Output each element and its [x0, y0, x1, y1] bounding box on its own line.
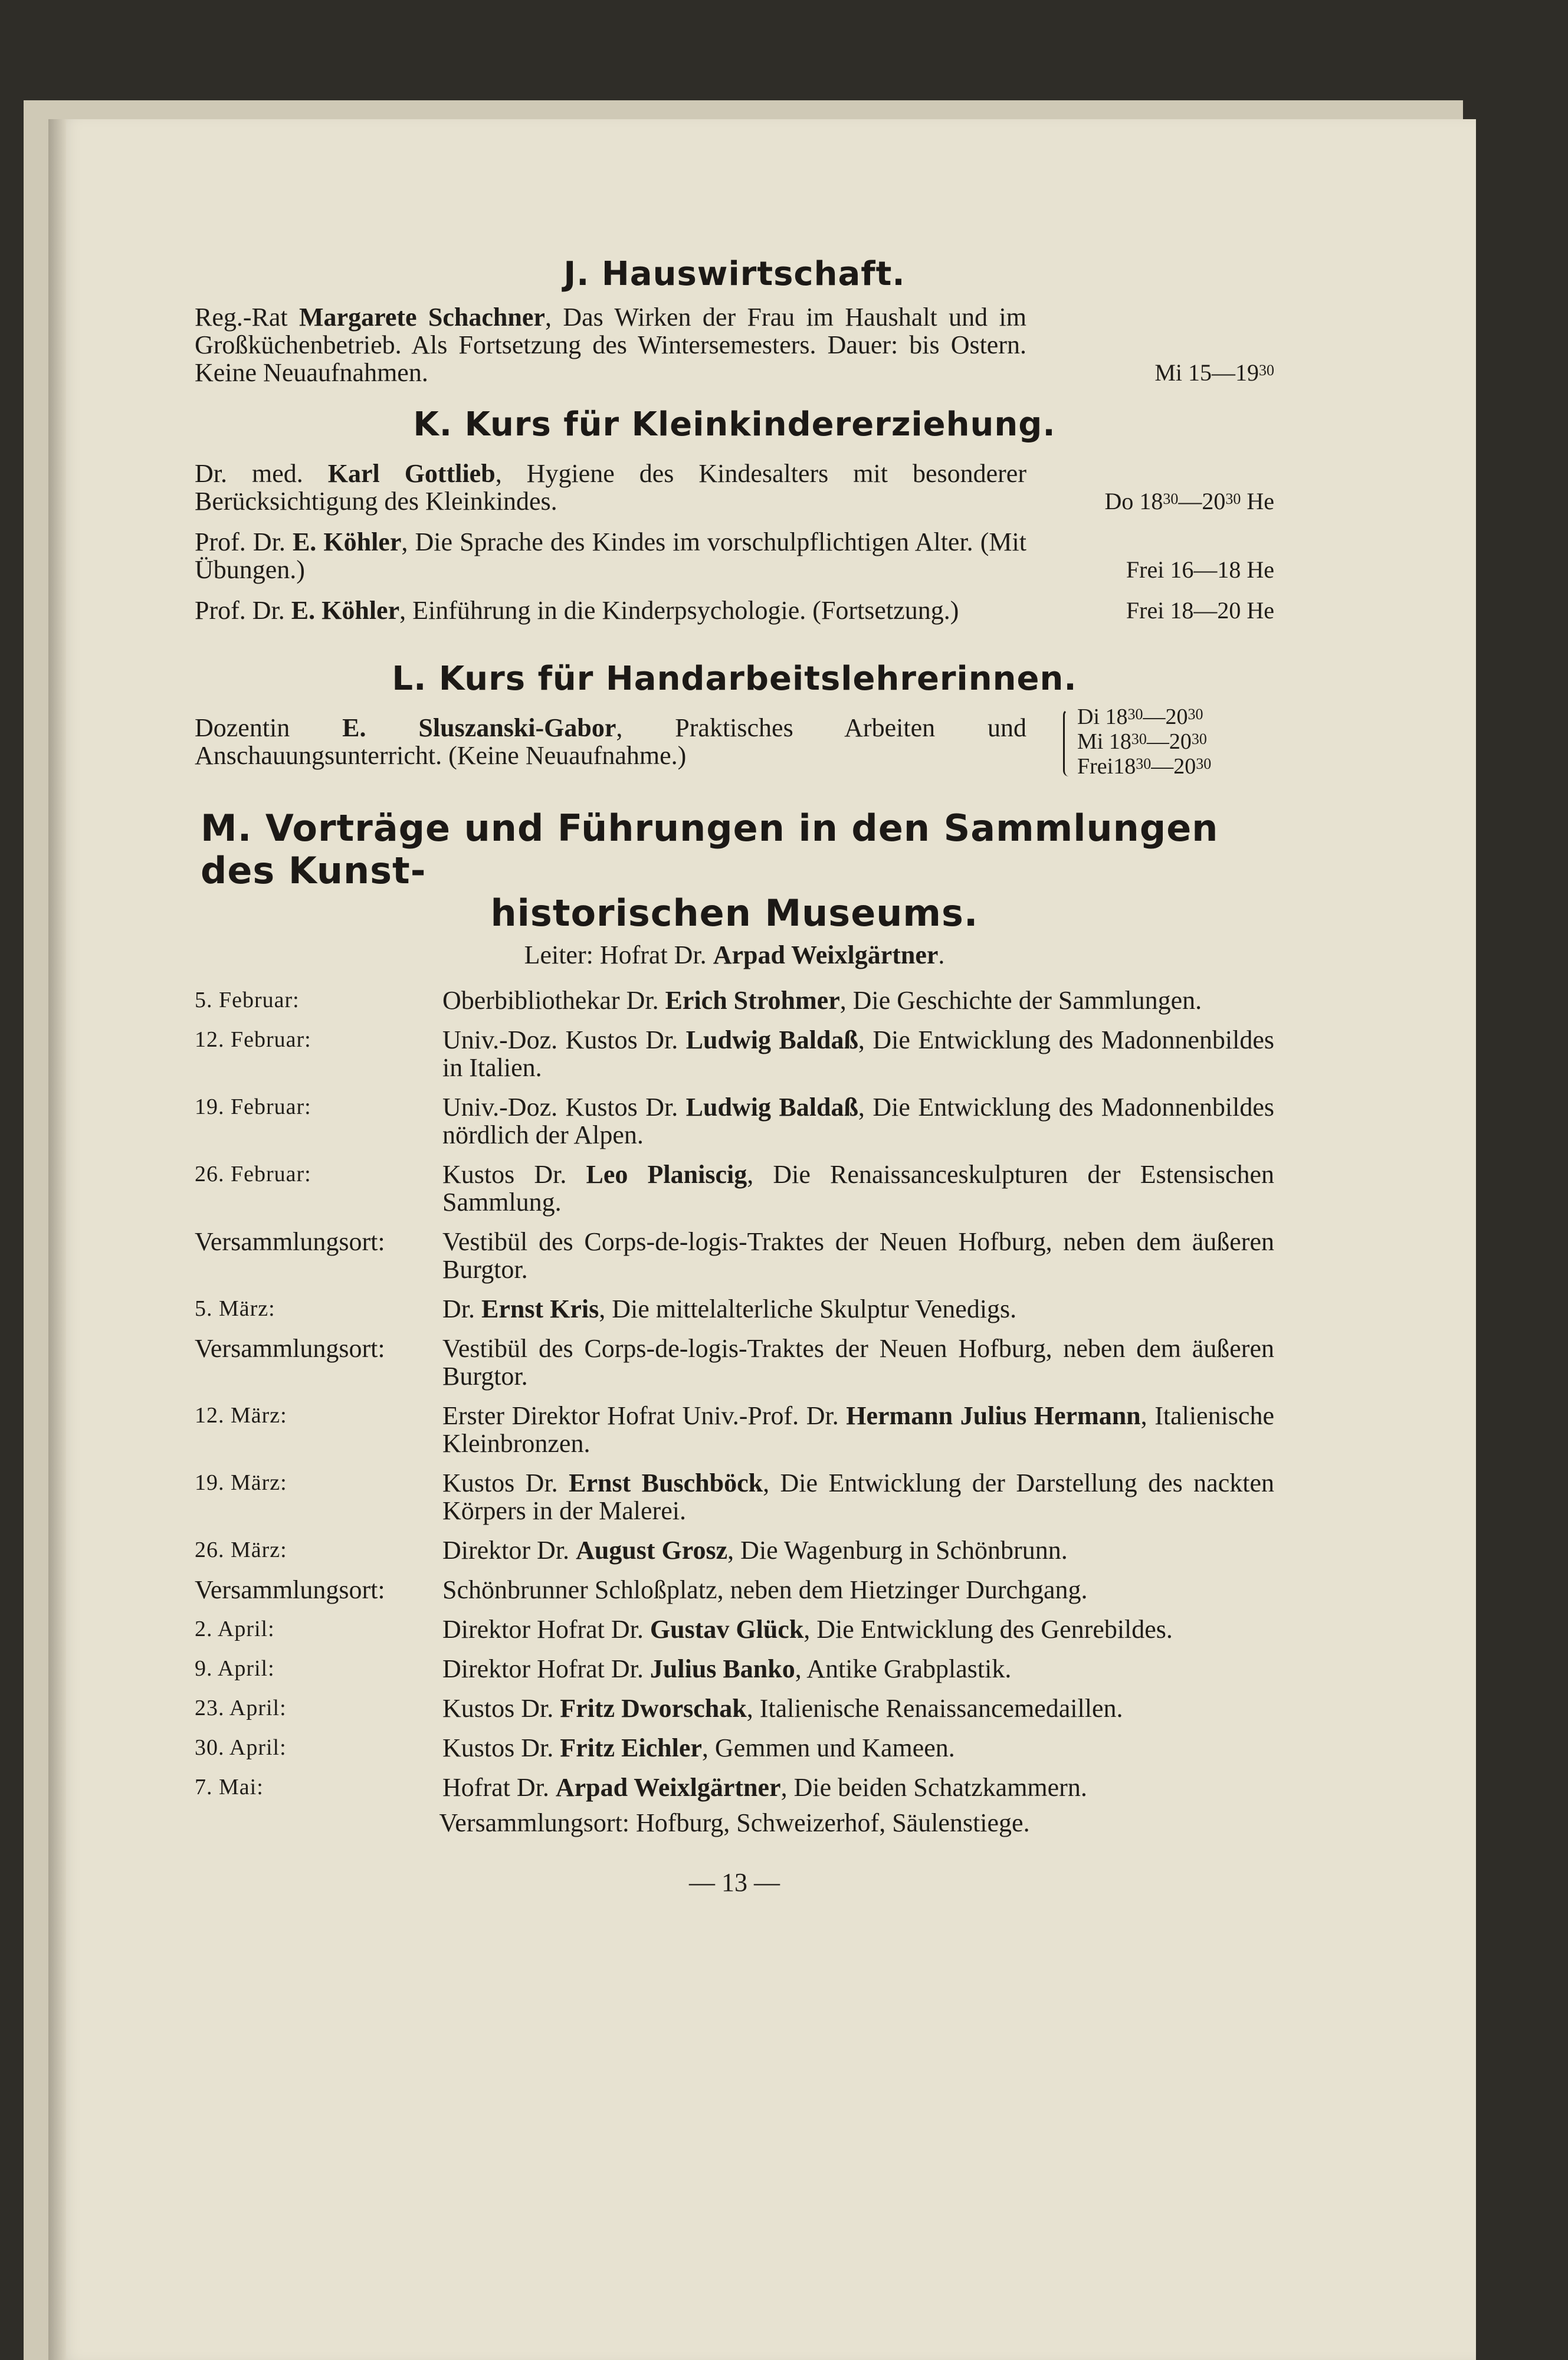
- course-entry: [195, 460, 1274, 515]
- section-m-heading: M. Vorträge und Führungen in den Sammlungen des Kunst-: [201, 807, 1219, 892]
- lecture-row: [195, 1734, 1274, 1762]
- final-location: Versammlungsort: Hofburg, Schweizerhof, Säulenstiege.: [439, 1808, 1030, 1837]
- lecture-row: [195, 1161, 1274, 1216]
- lecture-description: Direktor Dr. August Grosz, Die Wagenburg in Schönbrunn.: [442, 1536, 1068, 1565]
- lecturer-name: Fritz Eichler: [560, 1733, 702, 1762]
- course-entry: [195, 303, 1274, 386]
- lecture-description: Direktor Hofrat Dr. Julius Banko, Antike Grabplastik.: [442, 1654, 1012, 1683]
- location-label: Versammlungsort:: [195, 1227, 385, 1256]
- lecturer-name: Arpad Weixlgärtner: [555, 1773, 781, 1802]
- leader-name: Arpad Weixlgärtner: [713, 940, 939, 969]
- lecture-row: [195, 1295, 1274, 1323]
- course-entry: [195, 528, 1274, 584]
- lecture-row: [195, 1774, 1274, 1801]
- lecturer-name: Karl Gottlieb: [327, 459, 496, 488]
- lecture-description: Erster Direktor Hofrat Univ.-Prof. Dr. Hermann Julius Hermann, Italienische Kleinbronzen.: [442, 1401, 1274, 1458]
- page-number: — 13 —: [689, 1868, 780, 1897]
- section-leader: Leiter: Hofrat Dr. Arpad Weixlgärtner.: [524, 940, 945, 969]
- page-binding: [48, 119, 66, 2360]
- course-description: Dr. med. Karl Gottlieb, Hygiene des Kindesalters mit besonderer Berücksichtigung des Kleinkindes.: [195, 459, 1026, 516]
- lecture-row: [195, 1536, 1274, 1564]
- lecturer-name: Julius Banko: [649, 1654, 795, 1683]
- lecture-date: 12. Februar:: [195, 1027, 311, 1052]
- lecturer-name: Ludwig Baldaß: [685, 1093, 858, 1122]
- lecturer-name: Ernst Kris: [481, 1294, 599, 1323]
- location-text: Vestibül des Corps-de-logis-Traktes der Neuen Hofburg, neben dem äußeren Burgtor.: [442, 1334, 1274, 1391]
- course-entry: [195, 704, 1274, 779]
- section-l-heading: L. Kurs für Handarbeitslehrerinnen.: [392, 660, 1077, 698]
- lecturer-name: Leo Planiscig: [586, 1160, 747, 1189]
- lecturer-name: Gustav Glück: [649, 1615, 804, 1644]
- location-text: Schönbrunner Schloßplatz, neben dem Hietzinger Durchgang.: [442, 1575, 1088, 1604]
- section-j-heading: J. Hauswirtschaft.: [563, 255, 906, 293]
- lecture-row: [195, 986, 1274, 1014]
- lecturer-name: Hermann Julius Hermann: [846, 1401, 1141, 1430]
- lecture-date: 19. März:: [195, 1470, 287, 1495]
- lecture-row: [195, 1402, 1274, 1457]
- lecture-description: Kustos Dr. Fritz Eichler, Gemmen und Kameen.: [442, 1733, 955, 1762]
- location-row: [195, 1228, 1274, 1283]
- location-label: Versammlungsort:: [195, 1334, 385, 1363]
- lecturer-name: E. Köhler: [291, 596, 400, 625]
- times-brace: [1062, 704, 1274, 779]
- course-time: Frei 16—18 He: [1126, 556, 1274, 583]
- lecture-list: [195, 986, 1274, 1801]
- lecture-date: 7. Mai:: [195, 1775, 264, 1800]
- lecturer-name: Ernst Buschböck: [569, 1469, 763, 1497]
- location-row: [195, 1335, 1274, 1390]
- lecturer-name: August Grosz: [576, 1536, 728, 1565]
- lecture-row: [195, 1026, 1274, 1081]
- lecture-description: Hofrat Dr. Arpad Weixlgärtner, Die beiden Schatzkammern.: [442, 1773, 1087, 1802]
- lecture-date: 26. März:: [195, 1538, 287, 1562]
- time-line: $Frei18^{30}—20^{30}$: [1077, 754, 1212, 779]
- lecture-date: 30. April:: [195, 1735, 287, 1760]
- page-content: [195, 254, 1274, 1897]
- lecture-description: Univ.-Doz. Kustos Dr. Ludwig Baldaß, Die Entwicklung des Madonnenbildes in Italien.: [442, 1025, 1274, 1082]
- lecture-description: Kustos Dr. Ernst Buschböck, Die Entwicklung der Darstellung des nackten Körpers in der Malerei.: [442, 1469, 1274, 1525]
- course-entry: [195, 596, 1274, 624]
- course-description: Reg.-Rat Margarete Schachner, Das Wirken der Frau im Haushalt und im Großküchenbetrieb. Als Fortsetzung des Wintersemesters. Dauer: bis Ostern. Keine Neuaufnahmen.: [195, 303, 1026, 387]
- lecture-description: Kustos Dr. Fritz Dworschak, Italienische Renaissancemedaillen.: [442, 1694, 1123, 1723]
- lecture-date: 5. Februar:: [195, 988, 300, 1012]
- lecture-description: Oberbibliothekar Dr. Erich Strohmer, Die Geschichte der Sammlungen.: [442, 986, 1202, 1015]
- lecture-description: Univ.-Doz. Kustos Dr. Ludwig Baldaß, Die Entwicklung des Madonnenbildes nördlich der Alpen.: [442, 1093, 1274, 1149]
- lecture-row: [195, 1694, 1274, 1722]
- course-time: Frei 18—20 He: [1126, 597, 1274, 624]
- lecture-date: 23. April:: [195, 1696, 287, 1720]
- lecture-row: [195, 1655, 1274, 1683]
- lecturer-name: Erich Strohmer: [665, 986, 840, 1015]
- lecture-row: [195, 1093, 1274, 1149]
- lecture-date: 19. Februar:: [195, 1094, 311, 1119]
- lecture-row: [195, 1469, 1274, 1525]
- time-line: Di $18^{30}—20^{30}$: [1077, 704, 1203, 729]
- course-times: [1062, 704, 1274, 779]
- course-time: Mi $15—19^{30}$: [1154, 359, 1274, 386]
- lecture-description: Direktor Hofrat Dr. Gustav Glück, Die Entwicklung des Genrebildes.: [442, 1615, 1173, 1644]
- lecture-date: 5. März:: [195, 1296, 275, 1321]
- lecturer-name: Fritz Dworschak: [560, 1694, 747, 1723]
- location-text: Vestibül des Corps-de-logis-Traktes der Neuen Hofburg, neben dem äußeren Burgtor.: [442, 1227, 1274, 1284]
- lecture-date: 26. Februar:: [195, 1162, 311, 1186]
- section-m-heading-cont: historischen Museums.: [490, 891, 979, 935]
- location-row: [195, 1576, 1274, 1604]
- lecture-date: 9. April:: [195, 1656, 275, 1681]
- lecture-date: 2. April:: [195, 1617, 275, 1641]
- lecturer-name: Margarete Schachner: [299, 303, 545, 332]
- lecturer-name: Ludwig Baldaß: [685, 1025, 858, 1054]
- lecture-date: 12. März:: [195, 1403, 287, 1428]
- lecture-row: [195, 1615, 1274, 1643]
- course-time: Do $18^{30}—20^{30}$ He: [1104, 488, 1274, 514]
- location-label: Versammlungsort:: [195, 1575, 385, 1604]
- course-description: Prof. Dr. E. Köhler, Die Sprache des Kindes im vorschulpflichtigen Alter. (Mit Übungen.): [195, 527, 1026, 584]
- time-line: Mi $18^{30}—20^{30}$: [1077, 729, 1207, 754]
- lecturer-name: E. Sluszanski-Gabor: [342, 713, 616, 742]
- course-description: Dozentin E. Sluszanski-Gabor, Praktisches Arbeiten und Anschauungsunterricht. (Keine Neuaufnahme.): [195, 713, 1026, 770]
- section-k-heading: K. Kurs für Kleinkindererziehung.: [413, 405, 1056, 444]
- course-description: Prof. Dr. E. Köhler, Einführung in die Kinderpsychologie. (Fortsetzung.): [195, 596, 959, 625]
- lecturer-name: E. Köhler: [292, 527, 402, 556]
- lecture-description: Kustos Dr. Leo Planiscig, Die Renaissanceskulpturen der Estensischen Sammlung.: [442, 1160, 1275, 1217]
- lecture-description: Dr. Ernst Kris, Die mittelalterliche Skulptur Venedigs.: [442, 1294, 1017, 1323]
